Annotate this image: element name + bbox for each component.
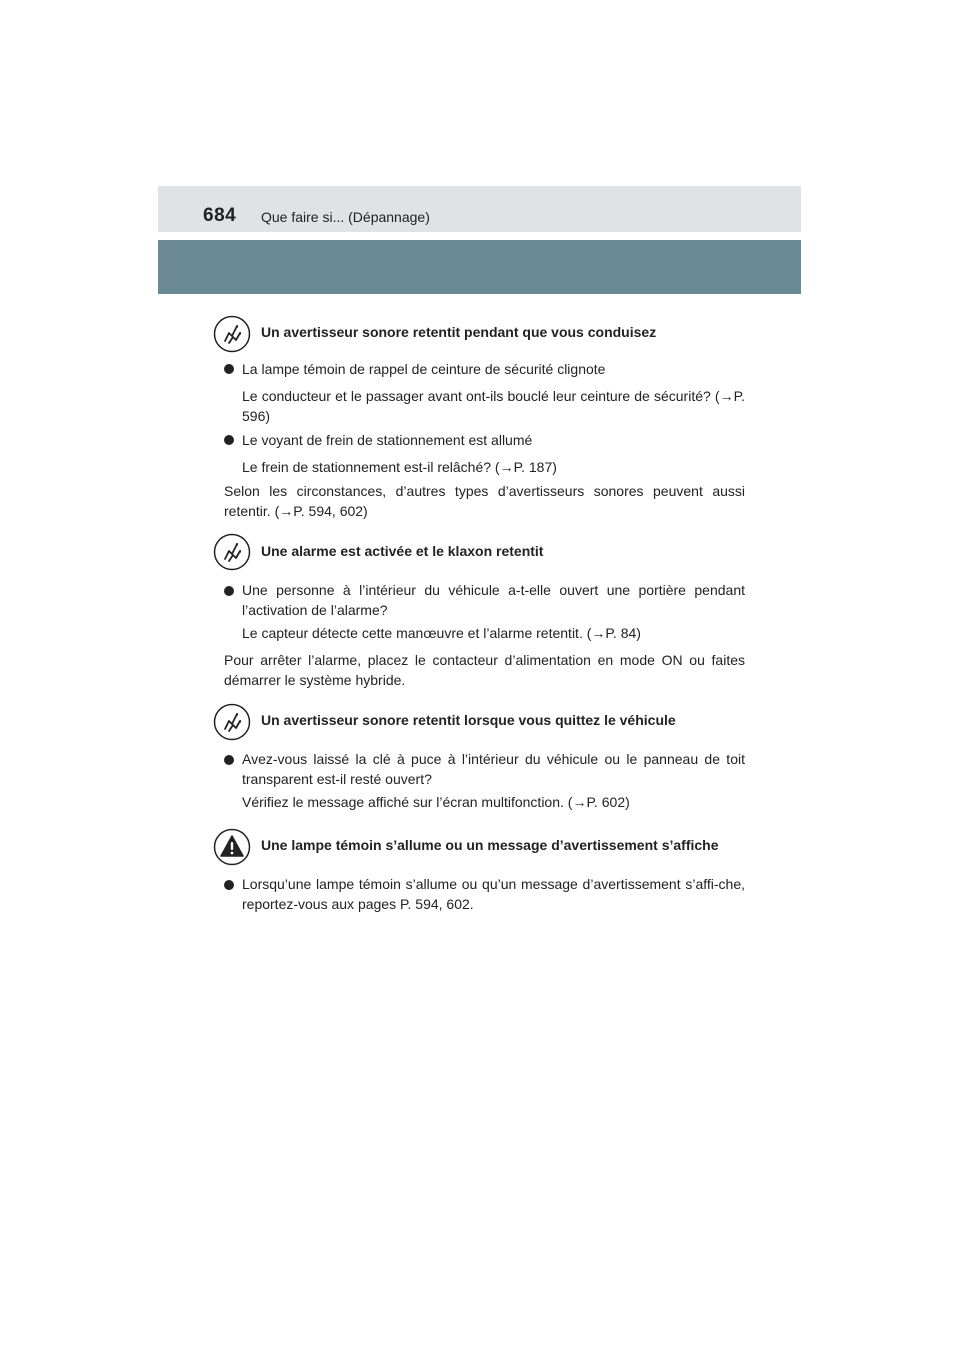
section-heading: Une alarme est activée et le klaxon retentit <box>261 543 544 559</box>
bullet-marker <box>224 435 234 445</box>
warning-horn-icon <box>213 533 251 571</box>
section-banner <box>158 240 801 294</box>
page-header-bar <box>158 186 801 232</box>
bullet-lead: La lampe témoin de rappel de ceinture de sécurité clignote <box>242 361 606 377</box>
bullet-detail: Vérifiez le message affiché sur l’écran multifonction. (→P. 602) <box>242 794 630 810</box>
bullet-lead: Une personne à l’intérieur du véhicule a-t-elle ouvert une portière pendant l’activation de l’alarme? <box>242 582 745 618</box>
bullet-detail: Le frein de stationnement est-il relâché? (→P. 187) <box>242 459 557 475</box>
bullet-marker <box>224 755 234 765</box>
warning-horn-icon <box>213 315 251 353</box>
warning-horn-icon <box>213 703 251 741</box>
section-heading: Un avertisseur sonore retentit pendant que vous conduisez <box>261 324 657 340</box>
section-note: Selon les circonstances, d’autres types d’avertisseurs sonores peuvent aussi retentir. (→P. 594, 602) <box>224 483 745 519</box>
bullet-lead: Lorsqu’une lampe témoin s’allume ou qu’un message d’avertissement s’affi-che, reportez-vous aux pages P. 594, 602. <box>242 876 745 912</box>
bullet-marker <box>224 364 234 374</box>
caution-triangle-icon <box>213 828 251 866</box>
section-note: Pour arrêter l’alarme, placez le contacteur d’alimentation en mode ON ou faites démarrer le système hybride. <box>224 652 745 688</box>
bullet-lead: Avez-vous laissé la clé à puce à l’intérieur du véhicule ou le panneau de toit transparent est-il resté ouvert? <box>242 751 745 787</box>
bullet-lead: Le voyant de frein de stationnement est allumé <box>242 432 533 448</box>
bullet-marker <box>224 586 234 596</box>
page-number: 684 <box>203 205 237 226</box>
section-heading: Une lampe témoin s’allume ou un message d’avertissement s’affiche <box>261 837 719 853</box>
bullet-detail: Le capteur détecte cette manœuvre et l’alarme retentit. (→P. 84) <box>242 625 641 641</box>
section-heading: Un avertisseur sonore retentit lorsque vous quittez le véhicule <box>261 712 676 728</box>
bullet-marker <box>224 880 234 890</box>
bullet-detail: Le conducteur et le passager avant ont-ils bouclé leur ceinture de sécurité? (→P. 596) <box>242 388 745 424</box>
section-title: Que faire si... (Dépannage) <box>261 209 430 225</box>
